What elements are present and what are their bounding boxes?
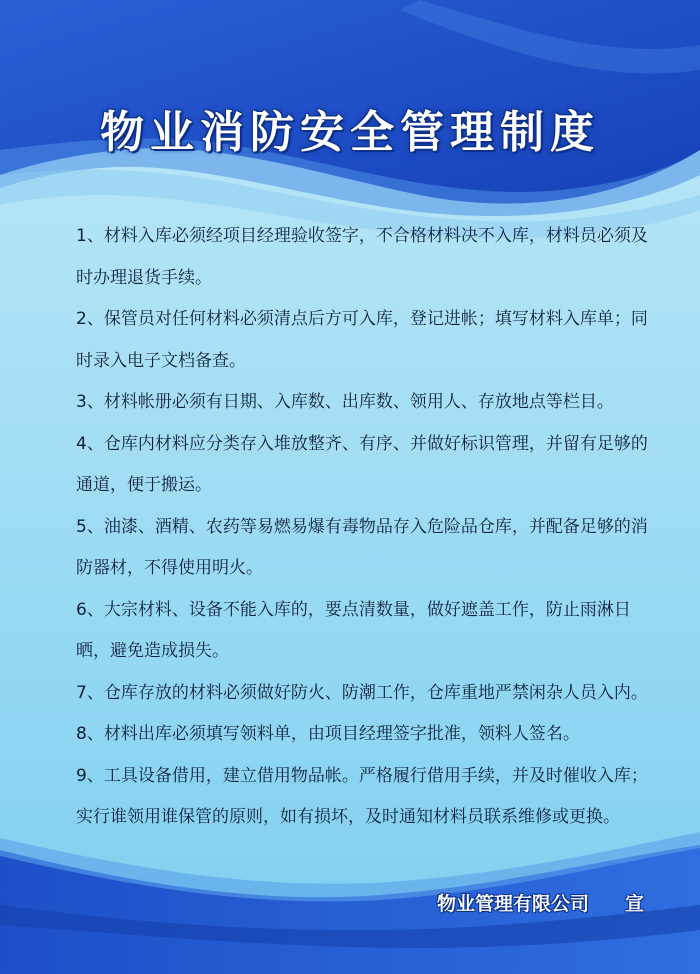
rules-list [76, 216, 660, 839]
page-title: 物业消防安全管理制度 [100, 107, 600, 158]
announce-mark: 宣 [624, 893, 644, 915]
rule-item: 1、材料入库必须经项目经理验收签字，不合格材料决不入库，材料员必须及时办理退货手续。 [76, 226, 648, 288]
rule-item: 6、大宗材料、设备不能入库的，要点清数量，做好遮盖工作，防止雨淋日晒，避免造成损失。 [76, 599, 631, 661]
rule-item: 8、材料出库必须填写领料单，由项目经理签字批准，领料人签名。 [76, 724, 580, 744]
footer-signature [437, 889, 644, 916]
company-name: 物业管理有限公司 [436, 893, 589, 915]
rule-item: 2、保管员对任何材料必须清点后方可入库，登记进帐；填写材料入库单；同时录入电子文档备查。 [76, 309, 648, 371]
rule-item: 5、油漆、酒精、农药等易燃易爆有毒物品存入危险品仓库，并配备足够的消防器材，不得使用明火。 [76, 516, 648, 578]
rule-item: 4、仓库内材料应分类存入堆放整齐、有序、并做好标识管理，并留有足够的通道，便于搬运。 [76, 433, 648, 495]
rule-item: 3、材料帐册必须有日期、入库数、出库数、领用人、存放地点等栏目。 [76, 392, 614, 412]
rule-item: 9、工具设备借用，建立借用物品帐。严格履行借用手续，并及时催收入库；实行谁领用谁保管的原则，如有损坏，及时通知材料员联系维修或更换。 [76, 765, 648, 827]
rule-item: 7、仓库存放的材料必须做好防火、防潮工作，仓库重地严禁闲杂人员入内。 [76, 682, 648, 703]
